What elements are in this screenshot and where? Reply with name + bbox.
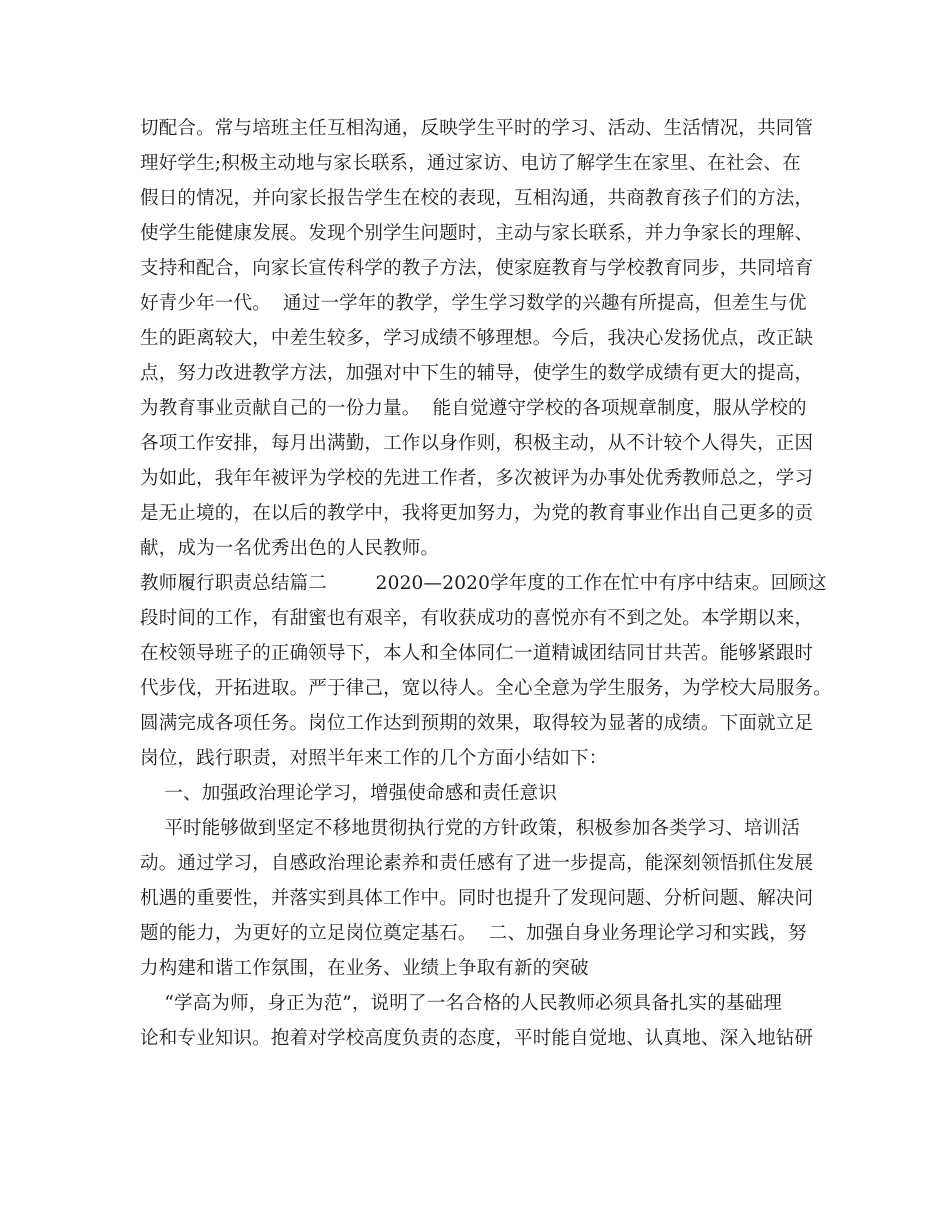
section-heading-line: 教师履行职责总结篇二 2020—2020学年度的工作在忙中有序中结束。回顾这 [140, 573, 827, 594]
text-line: 题的能力，为更好的立足岗位奠定基石。 二、加强自身业务理论学习和实践，努 [140, 923, 807, 944]
text-line: 机遇的重要性，并落实到具体工作中。同时也提升了发现问题、分析问题、解决问 [140, 888, 814, 909]
text-line: 力构建和谐工作氛围，在业务、业绩上争取有新的突破 [140, 958, 589, 979]
subheading-line: 一、加强政治理论学习，增强使命感和责任意识 [140, 783, 558, 804]
text-line: 是无止境的，在以后的教学中，我将更加努力，为党的教育事业作出自己更多的贡 [140, 503, 814, 524]
text-line: “学高为师，身正为范”，说明了一名合格的人民教师必须具备扎实的基础理 [140, 993, 783, 1014]
text-line: 动。通过学习，自感政治理论素养和责任感有了进一步提高，能深刻领悟抓住发展 [140, 853, 814, 874]
text-line: 为如此，我年年被评为学校的先进工作者，多次被评为办事处优秀教师总之，学习 [140, 468, 814, 489]
text-line: 支持和配合，向家长宣传科学的教子方法，使家庭教育与学校教育同步，共同培育 [140, 258, 814, 279]
text-line: 使学生能健康发展。发现个别学生问题时，主动与家长联系，并力争家长的理解、 [140, 223, 814, 244]
text-line: 论和专业知识。抱着对学校高度负责的态度，平时能自觉地、认真地、深入地钻研 [140, 1028, 814, 1049]
text-line: 在校领导班子的正确领导下，本人和全体同仁一道精诚团结同甘共苦。能够紧跟时 [140, 643, 814, 664]
text-line: 理好学生;积极主动地与家长联系，通过家访、电访了解学生在家里、在社会、在 [140, 153, 801, 174]
text-line: 岗位，践行职责，对照半年来工作的几个方面小结如下： [140, 748, 608, 769]
text-line: 各项工作安排，每月出满勤，工作以身作则，积极主动，从不计较个人得失，正因 [140, 433, 814, 454]
text-line: 好青少年一代。 通过一学年的教学，学生学习数学的兴趣有所提高，但差生与优 [140, 293, 807, 314]
text-line: 切配合。常与培班主任互相沟通，反映学生平时的学习、活动、生活情况，共同管 [140, 118, 814, 139]
text-line: 圆满完成各项任务。岗位工作达到预期的效果，取得较为显著的成绩。下面就立足 [140, 713, 814, 734]
text-line: 假日的情况，并向家长报告学生在校的表现，互相沟通，共商教育孩子们的方法， [140, 188, 814, 209]
text-line: 生的距离较大，中差生较多，学习成绩不够理想。今后，我决心发扬优点，改正缺 [140, 328, 814, 349]
text-line: 段时间的工作，有甜蜜也有艰辛，有收获成功的喜悦亦有不到之处。本学期以来， [140, 608, 814, 629]
text-line: 代步伐，开拓进取。严于律己，宽以待人。全心全意为学生服务，为学校大局服务。 [140, 678, 832, 699]
text-line: 点，努力改进教学方法，加强对中下生的辅导，使学生的数学成绩有更大的提高， [140, 363, 814, 384]
text-line: 平时能够做到坚定不移地贯彻执行党的方针政策，积极参加各类学习、培训活 [140, 818, 801, 839]
text-line: 为教育事业贡献自己的一份力量。 能自觉遵守学校的各项规章制度，服从学校的 [140, 398, 807, 419]
text-line: 献，成为一名优秀出色的人民教师。 [140, 538, 440, 559]
